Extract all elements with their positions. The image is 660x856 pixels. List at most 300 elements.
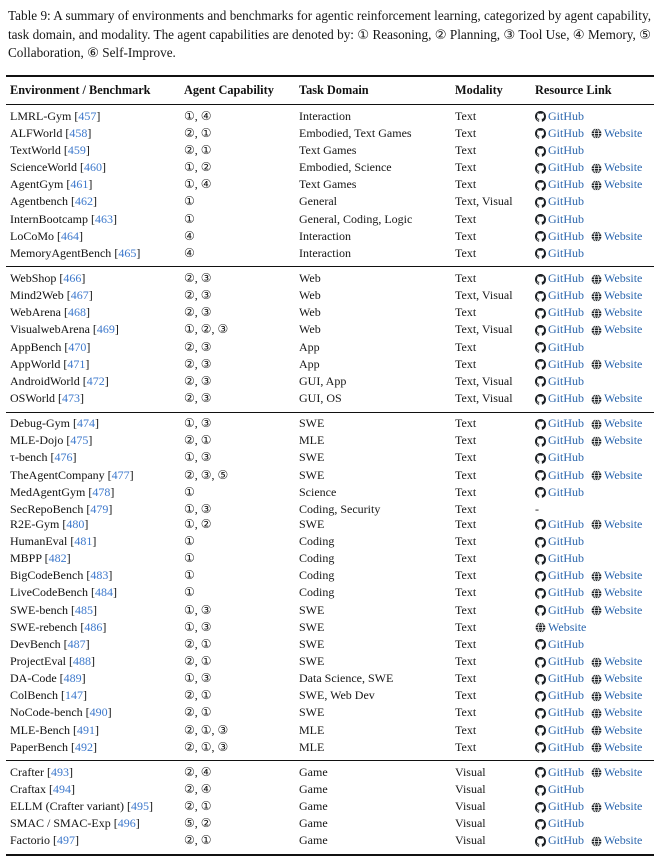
environment-cell bbox=[10, 126, 184, 143]
cite-bracket-open: [ bbox=[126, 799, 131, 814]
capability-cell: ①, ② bbox=[184, 516, 212, 531]
github-link[interactable] bbox=[535, 143, 584, 158]
github-link[interactable] bbox=[535, 305, 584, 320]
citation-link[interactable]: 457 bbox=[78, 108, 97, 123]
website-link[interactable] bbox=[591, 517, 642, 532]
citation-link[interactable]: 487 bbox=[67, 636, 86, 651]
website-link[interactable] bbox=[591, 271, 642, 286]
resource-links-cell bbox=[535, 322, 650, 339]
cite-bracket-open: [ bbox=[70, 602, 75, 617]
github-link-label: GitHub bbox=[548, 782, 584, 796]
modality-cell: Text bbox=[455, 450, 477, 465]
github-link[interactable] bbox=[535, 126, 584, 141]
resource-links-cell bbox=[535, 177, 650, 194]
cite-bracket-close: ] bbox=[84, 516, 89, 531]
cite-bracket-close: ] bbox=[92, 739, 97, 754]
env-name: HumanEval bbox=[10, 534, 71, 549]
environment-cell bbox=[10, 534, 184, 551]
table-row bbox=[6, 416, 654, 433]
website-link[interactable] bbox=[591, 654, 642, 669]
resource-links-cell bbox=[535, 502, 650, 517]
github-icon bbox=[535, 419, 546, 430]
modality-cell: Text bbox=[455, 585, 477, 600]
citation-link[interactable]: 469 bbox=[96, 322, 115, 337]
resource-links-cell bbox=[535, 357, 650, 374]
citation-link[interactable]: 460 bbox=[84, 160, 103, 175]
website-link[interactable] bbox=[591, 568, 642, 583]
website-link-label: Website bbox=[604, 516, 643, 531]
env-name: MedAgentGym bbox=[10, 484, 89, 499]
table-row bbox=[6, 177, 654, 194]
capability-cell: ②, ① bbox=[184, 636, 212, 651]
table-row bbox=[6, 322, 654, 339]
github-icon bbox=[535, 376, 546, 387]
github-icon bbox=[535, 836, 546, 847]
github-link[interactable] bbox=[535, 194, 584, 209]
github-link-label: GitHub bbox=[548, 373, 584, 388]
website-link-label: Website bbox=[604, 433, 643, 448]
resource-links-cell bbox=[535, 816, 650, 833]
environment-cell bbox=[10, 433, 184, 450]
table-row bbox=[6, 782, 654, 799]
github-link[interactable] bbox=[535, 391, 584, 406]
env-name: BigCodeBench bbox=[10, 568, 87, 583]
github-link[interactable] bbox=[535, 765, 584, 780]
github-link[interactable] bbox=[535, 654, 584, 669]
citation-link[interactable]: 459 bbox=[67, 142, 86, 157]
citation-link[interactable]: 495 bbox=[130, 799, 149, 814]
resource-links-cell bbox=[535, 160, 650, 177]
capability-cell: ②, ③, ⑤ bbox=[184, 467, 229, 482]
task-domain-cell: App bbox=[299, 339, 320, 354]
website-link[interactable] bbox=[591, 799, 642, 814]
github-link[interactable] bbox=[535, 568, 584, 583]
github-link[interactable] bbox=[535, 212, 584, 227]
github-icon bbox=[535, 146, 546, 157]
table-body bbox=[6, 105, 654, 854]
env-name: TextWorld bbox=[10, 142, 64, 157]
github-link[interactable] bbox=[535, 229, 584, 244]
task-domain-cell: Game bbox=[299, 799, 328, 814]
env-name: AndroidWorld bbox=[10, 373, 83, 388]
website-link[interactable] bbox=[535, 620, 586, 635]
table-row bbox=[6, 340, 654, 357]
env-name: R2E-Gym bbox=[10, 516, 63, 531]
modality-cell: Text bbox=[455, 356, 477, 371]
citation-link[interactable]: 473 bbox=[62, 390, 81, 405]
capability-cell: ⑤, ② bbox=[184, 816, 212, 831]
website-link[interactable] bbox=[591, 416, 642, 431]
website-link[interactable] bbox=[591, 603, 642, 618]
github-icon bbox=[535, 519, 546, 530]
github-link[interactable] bbox=[535, 160, 584, 175]
capability-cell: ②, ③ bbox=[184, 288, 212, 303]
task-domain-cell: SWE bbox=[299, 619, 325, 634]
capability-cell: ②, ③ bbox=[184, 390, 212, 405]
env-name: LoCoMo bbox=[10, 228, 58, 243]
environment-cell bbox=[10, 468, 184, 485]
citation-link[interactable]: 476 bbox=[54, 450, 73, 465]
modality-cell: Text bbox=[455, 177, 477, 192]
modality-cell: Visual bbox=[455, 764, 486, 779]
environment-cell bbox=[10, 671, 184, 688]
table-row bbox=[6, 740, 654, 757]
website-link[interactable] bbox=[591, 322, 642, 337]
github-icon bbox=[535, 554, 546, 565]
github-link[interactable] bbox=[535, 340, 584, 355]
citation-link[interactable]: 482 bbox=[48, 551, 67, 566]
github-link[interactable] bbox=[535, 374, 584, 389]
website-link[interactable] bbox=[591, 688, 642, 703]
table-group bbox=[6, 760, 654, 854]
capability-cell: ②, ④ bbox=[184, 782, 212, 796]
modality-cell: Text bbox=[455, 602, 477, 617]
website-link-label: Website bbox=[604, 739, 643, 754]
website-link-label: Website bbox=[604, 270, 643, 285]
resource-links-cell bbox=[535, 740, 650, 757]
cite-bracket-close: ] bbox=[75, 833, 79, 848]
citation-link[interactable]: 471 bbox=[67, 356, 86, 371]
github-link[interactable] bbox=[535, 177, 584, 192]
resource-links-cell bbox=[535, 450, 650, 467]
env-name: SMAC / SMAC-Exp bbox=[10, 816, 114, 831]
website-link-label: Website bbox=[604, 671, 643, 686]
citation-link[interactable]: 465 bbox=[118, 245, 137, 260]
citation-link[interactable]: 470 bbox=[68, 339, 87, 354]
capability-cell: ①, ③ bbox=[184, 619, 212, 634]
website-link[interactable] bbox=[591, 671, 642, 686]
github-link[interactable] bbox=[535, 450, 584, 465]
github-link[interactable] bbox=[535, 551, 584, 566]
website-link-label: Website bbox=[604, 288, 643, 303]
github-link[interactable] bbox=[535, 271, 584, 286]
cite-bracket-open: [ bbox=[66, 433, 71, 448]
capability-cell: ②, ③ bbox=[184, 356, 212, 371]
github-link-label: GitHub bbox=[548, 833, 584, 848]
resource-links-cell bbox=[535, 517, 650, 534]
github-link-label: GitHub bbox=[548, 160, 584, 175]
resource-links-cell bbox=[535, 705, 650, 722]
website-link[interactable] bbox=[591, 705, 642, 720]
table-group bbox=[6, 412, 654, 761]
cite-bracket-close: ] bbox=[79, 228, 84, 243]
github-icon bbox=[535, 708, 546, 719]
citation-link[interactable]: 477 bbox=[111, 467, 130, 482]
env-name: Mind2Web bbox=[10, 288, 67, 303]
cite-bracket-open: [ bbox=[114, 245, 119, 260]
task-domain-cell: Text Games bbox=[299, 177, 357, 192]
website-link-label: Website bbox=[604, 568, 643, 583]
environment-cell bbox=[10, 271, 184, 288]
citation-link[interactable]: 478 bbox=[92, 484, 111, 499]
github-link-label: GitHub bbox=[548, 433, 584, 448]
citation-link[interactable]: 493 bbox=[50, 764, 69, 779]
github-icon bbox=[535, 394, 546, 405]
github-link[interactable] bbox=[535, 723, 584, 738]
table-row bbox=[6, 551, 654, 568]
website-link[interactable] bbox=[591, 433, 642, 448]
website-link[interactable] bbox=[591, 468, 642, 483]
github-link[interactable] bbox=[535, 322, 584, 337]
website-link-label: Website bbox=[604, 688, 643, 703]
env-name: AppWorld bbox=[10, 356, 64, 371]
github-link[interactable] bbox=[535, 705, 584, 720]
citation-link[interactable]: 462 bbox=[74, 194, 93, 209]
task-domain-cell: GUI, App bbox=[299, 373, 347, 388]
cite-bracket-close: ] bbox=[96, 108, 101, 123]
citation-link[interactable]: 463 bbox=[94, 211, 113, 226]
cite-bracket-open: [ bbox=[64, 339, 69, 354]
env-name: AgentGym bbox=[10, 177, 67, 192]
cite-bracket-open: [ bbox=[63, 356, 68, 371]
globe-icon bbox=[591, 359, 602, 370]
github-link[interactable] bbox=[535, 357, 584, 372]
capability-cell: ②, ①, ③ bbox=[184, 722, 229, 737]
cite-bracket-close: ] bbox=[136, 245, 141, 260]
github-link-label: GitHub bbox=[548, 671, 584, 686]
website-link-label: Website bbox=[548, 619, 587, 634]
github-icon bbox=[535, 111, 546, 122]
github-link[interactable] bbox=[535, 288, 584, 303]
github-icon bbox=[535, 342, 546, 353]
table-row bbox=[6, 391, 654, 408]
github-link[interactable] bbox=[535, 603, 584, 618]
capability-cell: ②, ① bbox=[184, 833, 212, 848]
citation-link[interactable]: 147 bbox=[65, 688, 83, 703]
env-name: τ-bench bbox=[10, 450, 51, 465]
website-link[interactable] bbox=[591, 126, 642, 141]
github-link-label: GitHub bbox=[548, 108, 584, 123]
github-link[interactable] bbox=[535, 799, 584, 814]
github-link[interactable] bbox=[535, 637, 584, 652]
github-link-label: GitHub bbox=[548, 194, 584, 209]
github-link[interactable] bbox=[535, 833, 584, 848]
capability-cell: ①, ④ bbox=[184, 108, 212, 123]
github-link-label: GitHub bbox=[548, 450, 584, 465]
github-link[interactable] bbox=[535, 109, 584, 124]
capability-cell: ① bbox=[184, 551, 195, 566]
github-icon bbox=[535, 248, 546, 259]
citation-link[interactable]: 468 bbox=[68, 305, 87, 320]
github-link[interactable] bbox=[535, 433, 584, 448]
table-row bbox=[6, 374, 654, 391]
github-link[interactable] bbox=[535, 782, 584, 797]
capability-cell: ②, ① bbox=[184, 433, 212, 448]
modality-cell: Visual bbox=[455, 816, 486, 831]
environment-cell bbox=[10, 340, 184, 357]
citation-link[interactable]: 481 bbox=[74, 534, 93, 549]
globe-icon bbox=[591, 674, 602, 685]
task-domain-cell: SWE bbox=[299, 467, 325, 482]
citation-link[interactable]: 461 bbox=[70, 177, 89, 192]
cite-bracket-close: ] bbox=[112, 585, 117, 600]
env-name: ScienceWorld bbox=[10, 160, 81, 175]
github-link[interactable] bbox=[535, 517, 584, 532]
github-link[interactable] bbox=[535, 468, 584, 483]
task-domain-cell: SWE bbox=[299, 602, 325, 617]
env-name: LMRL-Gym bbox=[10, 108, 75, 123]
modality-cell: Text bbox=[455, 568, 477, 583]
modality-cell: Text bbox=[455, 619, 477, 634]
github-icon bbox=[535, 308, 546, 319]
website-link[interactable] bbox=[591, 740, 642, 755]
citation-link[interactable]: 484 bbox=[94, 585, 113, 600]
citation-link[interactable]: 483 bbox=[90, 568, 109, 583]
task-domain-cell: Data Science, SWE bbox=[299, 671, 394, 686]
resource-links-cell bbox=[535, 688, 650, 705]
website-link-label: Website bbox=[604, 654, 643, 669]
github-link-label: GitHub bbox=[548, 416, 584, 431]
github-link-label: GitHub bbox=[548, 305, 584, 320]
capability-cell: ②, ① bbox=[184, 705, 212, 720]
task-domain-cell: Embodied, Science bbox=[299, 160, 392, 175]
github-icon bbox=[535, 197, 546, 208]
github-link[interactable] bbox=[535, 534, 584, 549]
citation-link[interactable]: 472 bbox=[86, 373, 105, 388]
cite-bracket-open: [ bbox=[62, 516, 67, 531]
environment-cell bbox=[10, 485, 184, 502]
table-row bbox=[6, 620, 654, 637]
cite-bracket-open: [ bbox=[58, 390, 63, 405]
github-link[interactable] bbox=[535, 671, 584, 686]
citation-link[interactable]: 488 bbox=[72, 654, 91, 669]
citation-link[interactable]: 479 bbox=[90, 501, 109, 516]
globe-icon bbox=[591, 605, 602, 616]
globe-icon bbox=[591, 802, 602, 813]
github-link[interactable] bbox=[535, 485, 584, 500]
capability-cell: ④ bbox=[184, 228, 195, 243]
table-row bbox=[6, 271, 654, 288]
cite-bracket-close: ] bbox=[87, 125, 92, 140]
citation-link[interactable]: 491 bbox=[76, 722, 95, 737]
citation-link[interactable]: 494 bbox=[52, 782, 71, 796]
modality-cell: Text bbox=[455, 516, 477, 531]
github-link[interactable] bbox=[535, 585, 584, 600]
cite-bracket-open: [ bbox=[80, 619, 85, 634]
github-icon bbox=[535, 274, 546, 285]
citation-link[interactable]: 464 bbox=[61, 228, 80, 243]
cite-bracket-open: [ bbox=[90, 585, 95, 600]
citation-link[interactable]: 492 bbox=[74, 739, 93, 754]
modality-cell: Text bbox=[455, 160, 477, 175]
website-link[interactable] bbox=[591, 357, 642, 372]
capability-cell: ① bbox=[184, 585, 195, 600]
github-link[interactable] bbox=[535, 816, 584, 831]
citation-link[interactable]: 467 bbox=[70, 288, 89, 303]
env-name: SecRepoBench bbox=[10, 501, 87, 516]
cite-bracket-close: ] bbox=[129, 467, 134, 482]
cite-bracket-open: [ bbox=[85, 705, 90, 720]
citation-link[interactable]: 489 bbox=[63, 671, 82, 686]
table-row bbox=[6, 194, 654, 211]
citation-link[interactable]: 490 bbox=[89, 705, 108, 720]
website-link-label: Website bbox=[604, 305, 643, 320]
citation-link[interactable]: 497 bbox=[57, 833, 75, 848]
modality-cell: Text bbox=[455, 722, 477, 737]
website-link-label: Website bbox=[604, 125, 643, 140]
modality-cell: Text bbox=[455, 688, 477, 703]
cite-bracket-close: ] bbox=[95, 416, 99, 431]
citation-link[interactable]: 486 bbox=[84, 619, 103, 634]
github-link[interactable] bbox=[535, 416, 584, 431]
task-domain-cell: Game bbox=[299, 816, 328, 831]
cite-bracket-open: [ bbox=[48, 782, 53, 796]
environment-cell bbox=[10, 416, 184, 433]
table-row bbox=[6, 357, 654, 374]
github-link-label: GitHub bbox=[548, 602, 584, 617]
task-domain-cell: Game bbox=[299, 764, 328, 779]
cite-bracket-open: [ bbox=[61, 688, 65, 703]
task-domain-cell: MLE bbox=[299, 722, 325, 737]
table-row bbox=[6, 723, 654, 740]
capability-cell: ①, ② bbox=[184, 160, 212, 175]
github-link-label: GitHub bbox=[548, 739, 584, 754]
citation-link[interactable]: 480 bbox=[66, 516, 85, 531]
cite-bracket-open: [ bbox=[63, 142, 68, 157]
website-link[interactable] bbox=[591, 585, 642, 600]
website-link[interactable] bbox=[591, 391, 642, 406]
github-link-label: GitHub bbox=[548, 654, 584, 669]
website-link[interactable] bbox=[591, 305, 642, 320]
citation-link[interactable]: 485 bbox=[74, 602, 93, 617]
table-row bbox=[6, 212, 654, 229]
github-link[interactable] bbox=[535, 246, 584, 261]
cite-bracket-close: ] bbox=[114, 322, 119, 337]
website-link[interactable] bbox=[591, 723, 642, 738]
cite-bracket-close: ] bbox=[92, 602, 97, 617]
resource-links-cell bbox=[535, 671, 650, 688]
website-link[interactable] bbox=[591, 833, 642, 848]
citation-link[interactable]: 475 bbox=[70, 433, 89, 448]
website-link[interactable] bbox=[591, 288, 642, 303]
github-link[interactable] bbox=[535, 740, 584, 755]
website-link[interactable] bbox=[591, 229, 642, 244]
website-link[interactable] bbox=[591, 177, 642, 192]
resource-links-cell bbox=[535, 288, 650, 305]
citation-link[interactable]: 474 bbox=[77, 416, 95, 431]
cite-bracket-close: ] bbox=[85, 356, 90, 371]
github-icon bbox=[535, 537, 546, 548]
env-name: Craftax bbox=[10, 782, 49, 796]
task-domain-cell: MLE bbox=[299, 433, 325, 448]
citation-link[interactable]: 496 bbox=[117, 816, 136, 831]
task-domain-cell: SWE, Web Dev bbox=[299, 688, 375, 703]
website-link[interactable] bbox=[591, 765, 642, 780]
globe-icon bbox=[591, 742, 602, 753]
cite-bracket-close: ] bbox=[90, 654, 95, 669]
resource-links-cell bbox=[535, 212, 650, 229]
modality-cell: Text bbox=[455, 142, 477, 157]
modality-cell: Text bbox=[455, 228, 477, 243]
github-link-label: GitHub bbox=[548, 390, 584, 405]
citation-link[interactable]: 466 bbox=[63, 270, 82, 285]
citation-link[interactable]: 458 bbox=[69, 125, 88, 140]
cite-bracket-open: [ bbox=[65, 125, 70, 140]
github-link-label: GitHub bbox=[548, 142, 584, 157]
task-domain-cell: Coding bbox=[299, 585, 335, 600]
github-link[interactable] bbox=[535, 688, 584, 703]
github-icon bbox=[535, 470, 546, 481]
website-link-label: Website bbox=[604, 390, 643, 405]
github-icon bbox=[535, 487, 546, 498]
column-header-modality: Modality bbox=[455, 83, 503, 98]
website-link[interactable] bbox=[591, 160, 642, 175]
column-header-resource-link: Resource Link bbox=[535, 83, 612, 98]
cite-bracket-open: [ bbox=[107, 467, 112, 482]
cite-bracket-close: ] bbox=[80, 390, 85, 405]
globe-icon bbox=[535, 622, 546, 633]
globe-icon bbox=[591, 657, 602, 668]
